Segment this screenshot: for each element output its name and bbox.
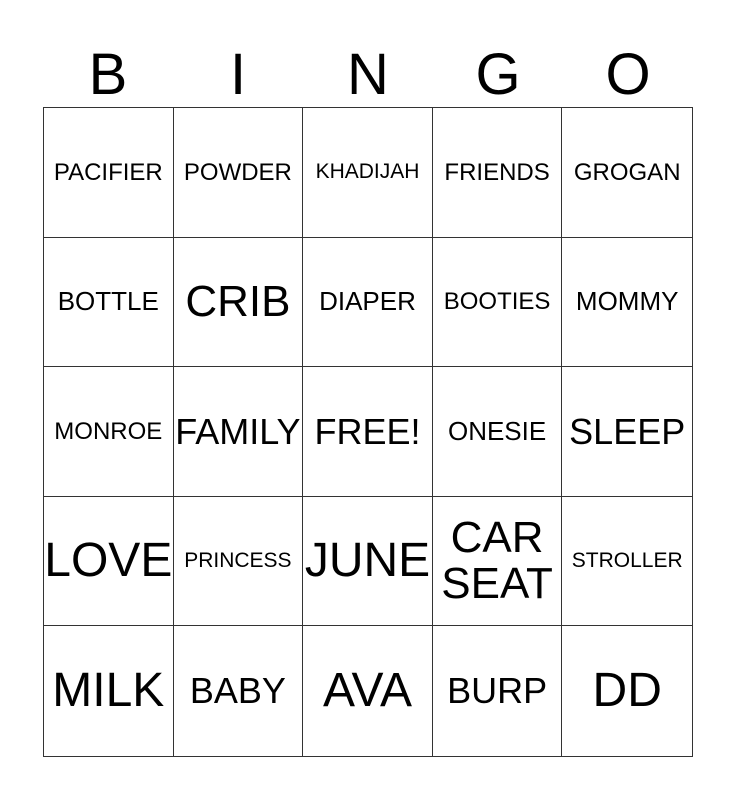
bingo-cell[interactable]: BABY xyxy=(174,626,304,756)
bingo-cell[interactable]: MONROE xyxy=(44,367,174,497)
header-letter-n: N xyxy=(347,42,389,107)
bingo-card xyxy=(43,107,693,757)
bingo-cell[interactable]: SLEEP xyxy=(562,367,692,497)
bingo-cell[interactable]: DIAPER xyxy=(303,238,433,368)
bingo-cell[interactable]: FAMILY xyxy=(174,367,304,497)
free-space-cell[interactable]: FREE! xyxy=(303,367,433,497)
bingo-cell[interactable]: BOOTIES xyxy=(433,238,563,368)
bingo-cell[interactable]: MILK xyxy=(44,626,174,756)
header-letter-i: I xyxy=(229,42,247,107)
bingo-cell[interactable]: CAR SEAT xyxy=(433,497,563,627)
bingo-cell[interactable]: POWDER xyxy=(174,108,304,238)
bingo-cell[interactable]: PACIFIER xyxy=(44,108,174,238)
bingo-cell[interactable]: GROGAN xyxy=(562,108,692,238)
bingo-cell[interactable]: PRINCESS xyxy=(174,497,304,627)
bingo-cell[interactable]: ONESIE xyxy=(433,367,563,497)
bingo-cell[interactable]: JUNE xyxy=(303,497,433,627)
bingo-cell[interactable]: BOTTLE xyxy=(44,238,174,368)
bingo-cell[interactable]: CRIB xyxy=(174,238,304,368)
header-letter-g: G xyxy=(475,42,521,107)
header-letter-o: O xyxy=(605,42,651,107)
bingo-cell[interactable]: LOVE xyxy=(44,497,174,627)
bingo-cell[interactable]: STROLLER xyxy=(562,497,692,627)
bingo-cell[interactable]: MOMMY xyxy=(562,238,692,368)
bingo-cell[interactable]: FRIENDS xyxy=(433,108,563,238)
bingo-cell[interactable]: DD xyxy=(592,664,662,717)
bingo-cell[interactable]: BURP xyxy=(433,626,563,756)
bingo-header xyxy=(43,40,693,108)
header-letter-b: B xyxy=(88,42,128,107)
bingo-cell[interactable]: AVA xyxy=(303,626,433,756)
bingo-cell[interactable]: KHADIJAH xyxy=(303,108,433,238)
